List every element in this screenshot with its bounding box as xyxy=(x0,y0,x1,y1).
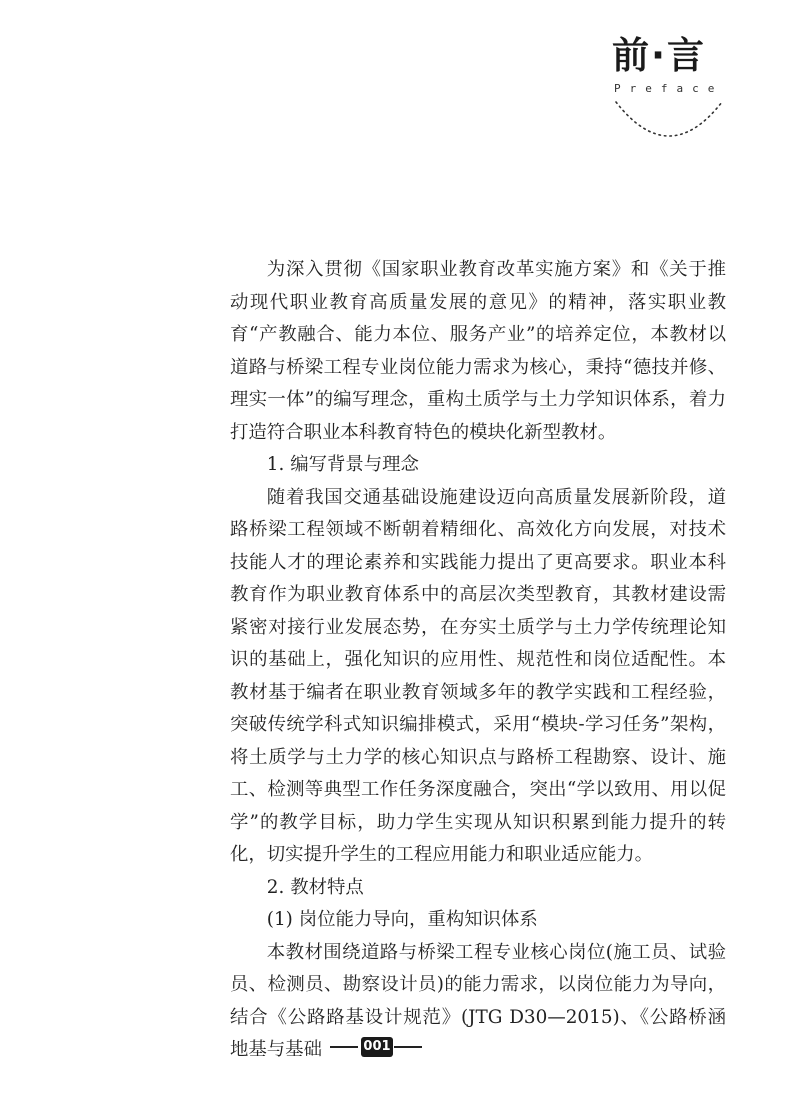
page-title: 前·言 xyxy=(612,34,707,77)
dotted-arc-ornament xyxy=(614,100,724,142)
paragraph: 为深入贯彻《国家职业教育改革实施方案》和《关于推动现代职业教育高质量发展的意见》的精神，落实职业教育“产教融合、能力本位、服务产业”的培养定位，本教材以道路与桥梁工程专业岗位能力需求为核心，秉持“德技并修、理实一体”的编写理念，重构土质学与土力学知识体系，着力打造符合职业本科教育特色的模块化新型教材。 xyxy=(230,259,726,443)
paragraph: 本教材围绕道路与桥梁工程专业核心岗位(施工员、试验员、检测员、勘察设计员)的能力需求，以岗位能力为导向，结合《公路路基设计规范》(JTG D30—2015)、《公路桥涵地基与基础 xyxy=(230,941,726,1060)
page-subtitle: Preface xyxy=(614,82,724,95)
body-text xyxy=(230,254,726,1067)
chapter-header xyxy=(596,30,746,150)
section-heading: 1. 编写背景与理念 xyxy=(266,454,419,475)
page-footer xyxy=(330,1035,422,1059)
page-number: 001 xyxy=(361,1037,393,1057)
footer-rule-right xyxy=(394,1046,422,1048)
paragraph: 随着我国交通基础设施建设迈向高质量发展新阶段，道路桥梁工程领域不断朝着精细化、高效化方向发展，对技术技能人才的理论素养和实践能力提出了更高要求。职业本科教育作为职业教育体系中的高层次类型教育，其教材建设需紧密对接行业发展态势，在夯实土质学与土力学传统理论知识的基础上，强化知识的应用性、规范性和岗位适配性。本教材基于编者在职业教育领域多年的教学实践和工程经验，突破传统学科式知识编排模式，采用“模块-学习任务”架构，将土质学与土力学的核心知识点与路桥工程勘察、设计、施工、检测等典型工作任务深度融合，突出“学以致用、用以促学”的教学目标，助力学生实现从知识积累到能力提升的转化，切实提升学生的工程应用能力和职业适应能力。 xyxy=(230,486,726,865)
subsection-heading: (1) 岗位能力导向，重构知识体系 xyxy=(266,909,538,930)
section-heading: 2. 教材特点 xyxy=(266,876,364,898)
footer-rule-left xyxy=(330,1046,358,1048)
